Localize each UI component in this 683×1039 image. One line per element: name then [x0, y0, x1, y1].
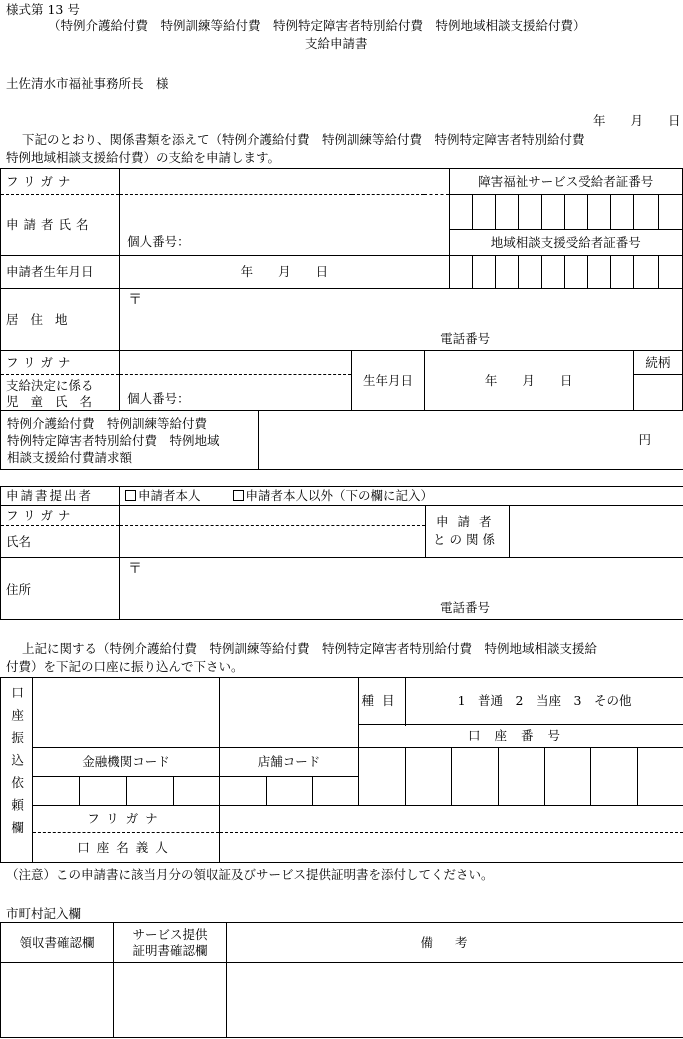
cert-digit[interactable]: [564, 195, 587, 230]
child-personal-no: 個人番号：: [127, 391, 190, 407]
branch-name-field[interactable]: [220, 678, 359, 748]
submitter-address-text: 住所: [6, 582, 32, 597]
claim-table: [0, 410, 683, 470]
claim-amount-field[interactable]: [259, 410, 683, 469]
child-name-line2: 児童氏名: [6, 394, 105, 409]
regional-digit[interactable]: [449, 256, 472, 289]
holder-label-cell: [33, 806, 220, 863]
cert-check-label: [114, 923, 227, 963]
child-name-line1: 支給決定に係る: [6, 378, 94, 393]
other-checkbox[interactable]: [233, 488, 434, 503]
submitter-furigana-field[interactable]: [120, 506, 426, 526]
other-option-label: 申請者本人以外（下の欄に記入）: [245, 488, 434, 504]
address-field[interactable]: [120, 289, 683, 351]
holder-furigana-label: フリガナ: [33, 806, 219, 833]
relation-label: 続柄: [633, 351, 682, 375]
regional-cert-label: 地域相談支援受給者証番号: [449, 230, 682, 256]
city-table: [0, 922, 683, 1038]
postal-mark: 〒: [128, 292, 143, 308]
applicant-birth-label: 申請者生年月日: [1, 256, 120, 289]
cert-check-line2: 証明書確認欄: [132, 942, 208, 958]
submitter-name-label: [1, 526, 120, 558]
service-cert-label: 障害福祉サービス受給者証番号: [449, 169, 682, 195]
yen-unit: 円: [638, 432, 651, 447]
cert-digit[interactable]: [541, 195, 564, 230]
cert-digit[interactable]: [518, 195, 541, 230]
bank-code-label: 金融機関コード: [33, 748, 220, 777]
regional-digit[interactable]: [564, 256, 587, 289]
cert-digit[interactable]: [472, 195, 495, 230]
bank-vertical-text: 口座振込依頼欄: [9, 686, 25, 844]
account-digit[interactable]: [545, 748, 591, 806]
relation-field[interactable]: [633, 375, 682, 411]
child-name-label: [1, 375, 120, 411]
bank-code-digit[interactable]: [80, 777, 127, 806]
bank-table: [0, 677, 683, 863]
city-section-title: 市町村記入欄: [6, 906, 82, 921]
attachment-note: （注意）この申請書に該当月分の領収証及びサービス提供証明書を添付してください。: [6, 867, 494, 882]
applicant-birth-field[interactable]: [120, 256, 449, 289]
child-furigana-label: フリガナ: [1, 351, 120, 375]
child-name-field[interactable]: [120, 375, 352, 411]
relationship-field[interactable]: [510, 506, 683, 558]
regional-digit[interactable]: [633, 256, 658, 289]
regional-digit[interactable]: [658, 256, 682, 289]
bank-code-digit[interactable]: [127, 777, 174, 806]
bank-code-digit[interactable]: [33, 777, 80, 806]
cert-check-field[interactable]: [114, 963, 227, 1038]
account-number-label: 口座番号: [359, 725, 683, 748]
receipt-check-field[interactable]: [1, 963, 114, 1038]
self-option-label: 申請者本人: [138, 488, 201, 504]
submitter-address-field[interactable]: [120, 558, 683, 620]
relationship-line2: との関係: [433, 532, 500, 547]
child-birth-label: 生年月日: [352, 351, 424, 411]
applicant-furigana-label: フリガナ: [1, 169, 120, 195]
self-checkbox[interactable]: [125, 488, 201, 503]
bank-vertical-label: [1, 678, 33, 863]
applicant-table: [0, 168, 683, 411]
remarks-label: 備考: [227, 923, 683, 963]
regional-digit[interactable]: [541, 256, 564, 289]
child-furigana-field[interactable]: [120, 351, 352, 375]
bank-code-digit[interactable]: [174, 777, 220, 806]
claim-label: [1, 410, 259, 469]
submitter-address-label: [1, 558, 120, 620]
bank-name-field[interactable]: [33, 678, 220, 748]
branch-code-label: 店舗コード: [220, 748, 359, 777]
application-date: 年 月 日: [593, 113, 681, 128]
cert-check-line1: サービス提供: [132, 926, 208, 942]
account-digit[interactable]: [638, 748, 683, 806]
submitter-name-field[interactable]: [120, 526, 426, 558]
checkbox-icon: [125, 490, 136, 501]
regional-digit[interactable]: [610, 256, 633, 289]
regional-digit[interactable]: [518, 256, 541, 289]
postal-mark: 〒: [128, 561, 142, 577]
cert-digit[interactable]: [449, 195, 472, 230]
applicant-furigana-field[interactable]: [120, 169, 449, 195]
account-type-label: 種目: [359, 678, 406, 725]
cert-digit[interactable]: [587, 195, 610, 230]
regional-digit[interactable]: [495, 256, 518, 289]
address-label: 居住地: [1, 289, 120, 351]
account-digit[interactable]: [359, 748, 406, 806]
account-digit[interactable]: [452, 748, 499, 806]
form-title-line2: 支給申請書: [305, 36, 368, 51]
addressee: 土佐清水市福祉事務所長 様: [6, 76, 169, 91]
account-digit[interactable]: [499, 748, 545, 806]
holder-name-label: 口座名義人: [77, 840, 175, 855]
claim-label-line3: 相談支援給付費請求額: [7, 450, 133, 465]
phone-label: 電話番号: [440, 331, 491, 347]
cert-digit[interactable]: [658, 195, 682, 230]
submitter-name-text: 氏名: [6, 534, 32, 549]
phone-label: 電話番号: [440, 600, 491, 616]
receipt-check-label: 領収書確認欄: [1, 923, 114, 963]
applicant-name-label: 申請者氏名: [1, 195, 120, 256]
submitter-options: [120, 487, 683, 506]
checkbox-icon: [233, 490, 244, 501]
submitter-label: 申請書提出者: [1, 487, 120, 506]
branch-code-digit[interactable]: [313, 777, 359, 806]
submitter-furigana-label: フリガナ: [1, 506, 120, 526]
relationship-label: [426, 506, 510, 558]
form-number: 様式第 13 号: [6, 2, 80, 17]
cert-digit[interactable]: [633, 195, 658, 230]
holder-divider: [220, 832, 683, 833]
bank-intro-line1: 上記に関する（特例介護給付費 特例訓練等給付費 特例特定障害者特別給付費 特例地域相談支援給: [22, 641, 598, 656]
account-type-options[interactable]: 1 普通 2 当座 3 その他: [406, 678, 683, 725]
branch-code-digit[interactable]: [267, 777, 313, 806]
claim-label-line1: 特例介護給付費 特例訓練等給付費: [7, 416, 208, 431]
regional-digit[interactable]: [472, 256, 495, 289]
applicant-name-field[interactable]: [120, 195, 449, 256]
claim-label-line2: 特例特定障害者特別給付費 特例地域: [7, 433, 220, 448]
branch-code-digit[interactable]: [220, 777, 267, 806]
bank-intro-line2: 付費）を下記の口座に振り込んで下さい。: [6, 659, 244, 674]
relationship-line1: 申請者: [436, 514, 501, 529]
intro-text-line2: 特例地域相談支援給付費）の支給を申請します。: [6, 150, 281, 165]
intro-text-line1: 下記のとおり、関係書類を添えて（特例介護給付費 特例訓練等給付費 特例特定障害者特別給付費: [22, 132, 585, 147]
account-digit[interactable]: [406, 748, 452, 806]
submitter-table: [0, 486, 683, 620]
applicant-personal-no: 個人番号：: [127, 234, 190, 250]
form-title-line1: （特例介護給付費 特例訓練等給付費 特例特定障害者特別給付費 特例地域相談支援給付費）: [48, 18, 586, 33]
cert-digit[interactable]: [495, 195, 518, 230]
account-digit[interactable]: [591, 748, 638, 806]
regional-digit[interactable]: [587, 256, 610, 289]
remarks-field[interactable]: [227, 963, 683, 1038]
applicant-birth-value: 年 月 日: [240, 264, 329, 280]
child-birth-field[interactable]: [424, 351, 633, 411]
cert-digit[interactable]: [610, 195, 633, 230]
holder-field[interactable]: [220, 806, 683, 863]
child-birth-value: 年 月 日: [484, 372, 573, 388]
